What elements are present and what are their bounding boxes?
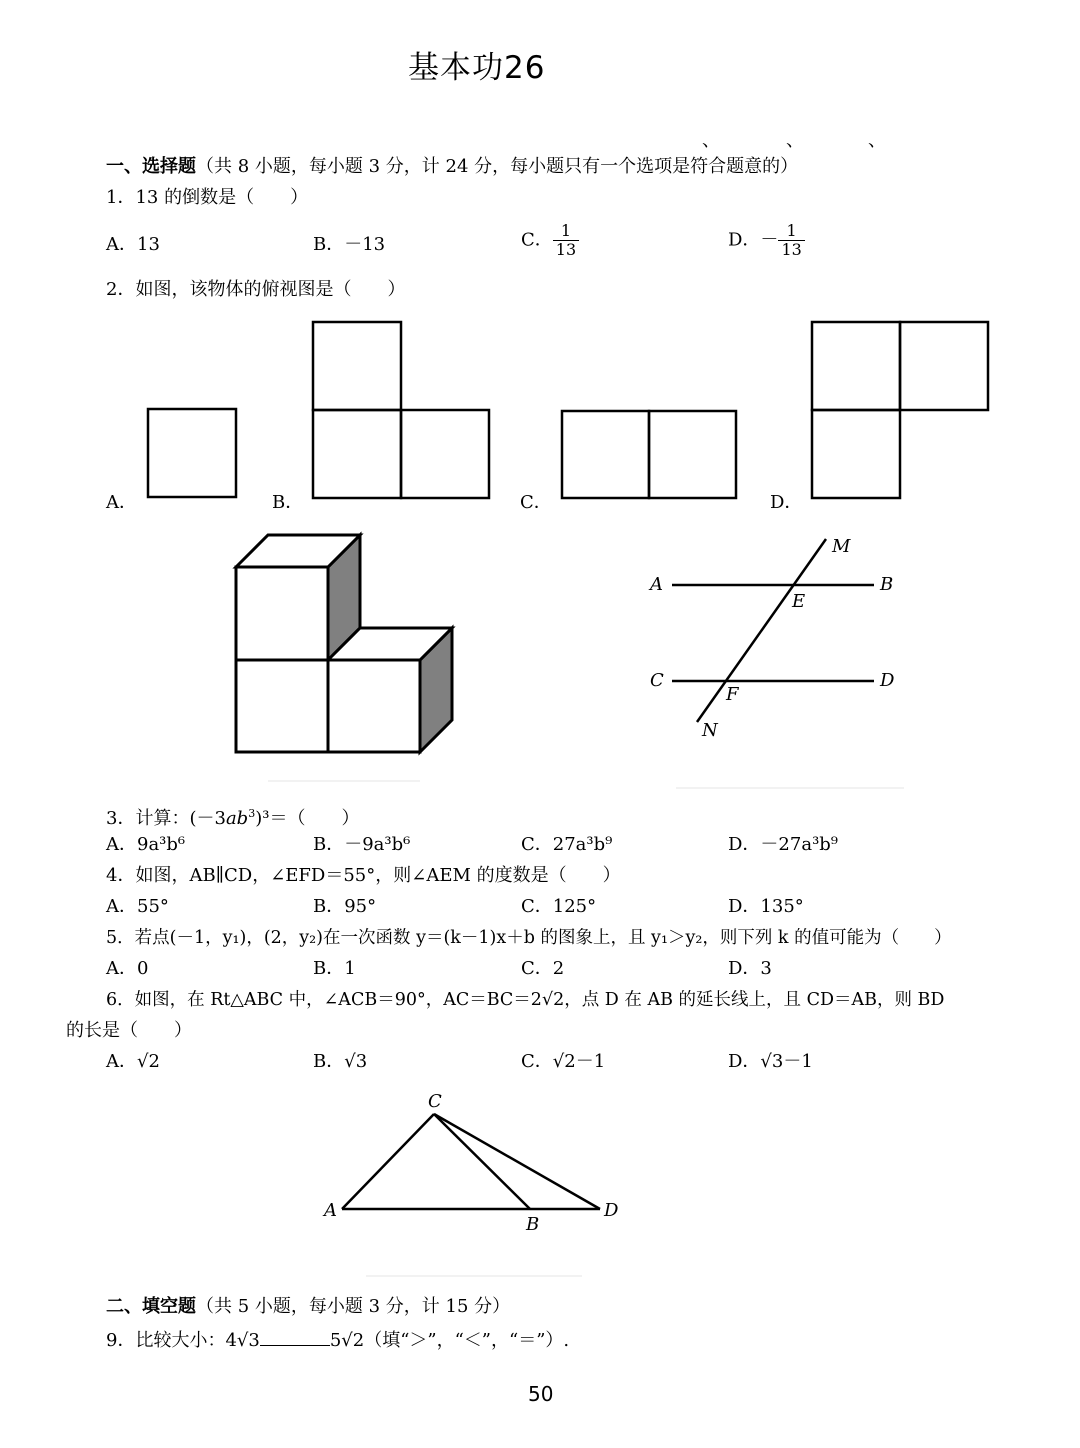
punctuation-mark: 、 [868, 130, 886, 151]
q2-b-bottom-left-square [313, 410, 401, 498]
q5-option-a: A．0 [106, 958, 149, 979]
point-label-m: M [832, 536, 851, 557]
question-3-stem: 3．计算：$(-3ab^3)^3=$（ ） [106, 807, 360, 829]
q3-option-c: C．27a³b⁹ [521, 834, 613, 855]
parallel-lines-figure [640, 530, 920, 795]
q9-instruction: （填“＞”，“＜”，“＝”）. [364, 1330, 570, 1351]
q3-option-a: A．9a³b⁶ [106, 834, 186, 855]
q1-d-denominator: 13 [781, 240, 802, 259]
q4-option-d: D．135° [728, 896, 804, 917]
point-label-c: C [650, 670, 664, 691]
section-2-label: 二、填空题 [106, 1296, 196, 1317]
q2-c-left-square [562, 411, 649, 498]
q2-option-b-label: B． [272, 492, 304, 513]
cube-bottom-left-front [236, 660, 328, 752]
q1-d-fraction [778, 222, 804, 259]
cube-bottom-right-front [328, 660, 420, 752]
q4-option-a: A．55° [106, 896, 169, 917]
cube-top-front [236, 567, 328, 660]
q1-option-c [521, 222, 579, 259]
section-2-header [106, 1296, 510, 1318]
line-mn [697, 539, 826, 722]
q3-option-d: D．－27a³b⁹ [728, 834, 839, 855]
q3-var-ab: ab [225, 808, 249, 829]
triangle-figure [320, 1090, 610, 1285]
q2-option-c-label: C． [520, 492, 552, 513]
q5-option-c: C．2 [521, 958, 565, 979]
question-5-stem: 5．若点(－1，y₁)，(2，y₂)在一次函数 y＝(k－1)x＋b 的图象上，且 y₁＞y₂，则下列 k 的值可能为（ ） [106, 928, 952, 948]
section-2-desc: （共 5 小题，每小题 3 分，计 15 分） [196, 1296, 511, 1317]
punctuation-mark: 、 [786, 130, 804, 151]
question-2-stem: 2．如图，该物体的俯视图是（ ） [106, 279, 406, 300]
q2-a-square [148, 409, 236, 497]
q2-d-top-right-square [900, 322, 988, 410]
q1-option-b: B．－13 [313, 234, 386, 255]
question-6-stem-line-2: 的长是（ ） [66, 1020, 192, 1041]
q6-option-d: D．√3－1 [728, 1051, 813, 1072]
question-4-stem: 4．如图，AB∥CD，∠EFD＝55°，则∠AEM 的度数是（ ） [106, 865, 621, 886]
q9-right-expression: 5√2 [329, 1330, 365, 1351]
segment-ac [342, 1114, 434, 1209]
point-label-f: F [726, 684, 739, 705]
cube-solid-figure [200, 520, 480, 790]
q2-b-top-square [313, 322, 401, 410]
q1-option-a: A．13 [106, 234, 160, 255]
q9-answer-blank[interactable] [260, 1329, 330, 1346]
q2-c-right-square [649, 411, 736, 498]
point-label-e: E [792, 591, 806, 612]
point-label-n: N [702, 720, 718, 741]
q6-option-a: A．√2 [106, 1051, 160, 1072]
section-1-desc: （共 8 小题，每小题 3 分，计 24 分，每小题只有一个选项是符合题意的） [196, 156, 799, 177]
q6-option-c: C．√2－1 [521, 1051, 606, 1072]
q2-option-d-label: D． [770, 492, 803, 513]
q5-option-b: B．1 [313, 958, 356, 979]
q2-d-top-left-square [812, 322, 900, 410]
q3-option-b: B．－9a³b⁶ [313, 834, 411, 855]
page-title: 基本功26 [408, 50, 546, 86]
question-9-stem [106, 1329, 569, 1352]
point-label-b: B [880, 574, 894, 595]
tri-label-a: A [324, 1200, 337, 1221]
q9-left-expression: 9．比较大小：4√3 [106, 1330, 260, 1351]
q2-option-a-label: A． [106, 492, 137, 513]
q1-c-fraction [553, 222, 579, 259]
q2-d-bottom-square [812, 410, 900, 498]
q3-stem-post: )³＝（ ） [255, 808, 360, 829]
q1-c-denominator: 13 [555, 240, 577, 259]
point-label-d: D [880, 670, 895, 691]
question-6-stem-line-1: 6．如图，在 Rt△ABC 中，∠ACB＝90°，AC＝BC＝2√2，点 D 在 AB 的延长线上，且 CD＝AB，则 BD [106, 990, 945, 1010]
tri-label-d: D [604, 1200, 619, 1221]
q1-c-prefix: C． [521, 229, 553, 251]
q2-options-figure [0, 300, 1080, 520]
q1-d-prefix: D．－ [728, 229, 779, 251]
question-1-stem: 1．13 的倒数是（ ） [106, 187, 309, 208]
section-1-label: 一、选择题 [106, 156, 196, 177]
q3-stem-pre: 3．计算：(－3 [106, 808, 226, 829]
tri-label-b: B [526, 1214, 540, 1235]
q1-c-numerator: 1 [553, 222, 579, 241]
q1-d-numerator: 1 [778, 222, 804, 241]
section-1-header [106, 156, 798, 178]
q2-b-bottom-right-square [401, 410, 489, 498]
punctuation-mark: 、 [702, 130, 720, 151]
q4-option-b: B．95° [313, 896, 377, 917]
q6-option-b: B．√3 [313, 1051, 368, 1072]
q1-option-d [728, 222, 805, 259]
page-number: 50 [528, 1382, 554, 1406]
tri-label-c: C [428, 1091, 442, 1112]
q5-option-d: D．3 [728, 958, 772, 979]
point-label-a: A [650, 574, 663, 595]
q4-option-c: C．125° [521, 896, 597, 917]
